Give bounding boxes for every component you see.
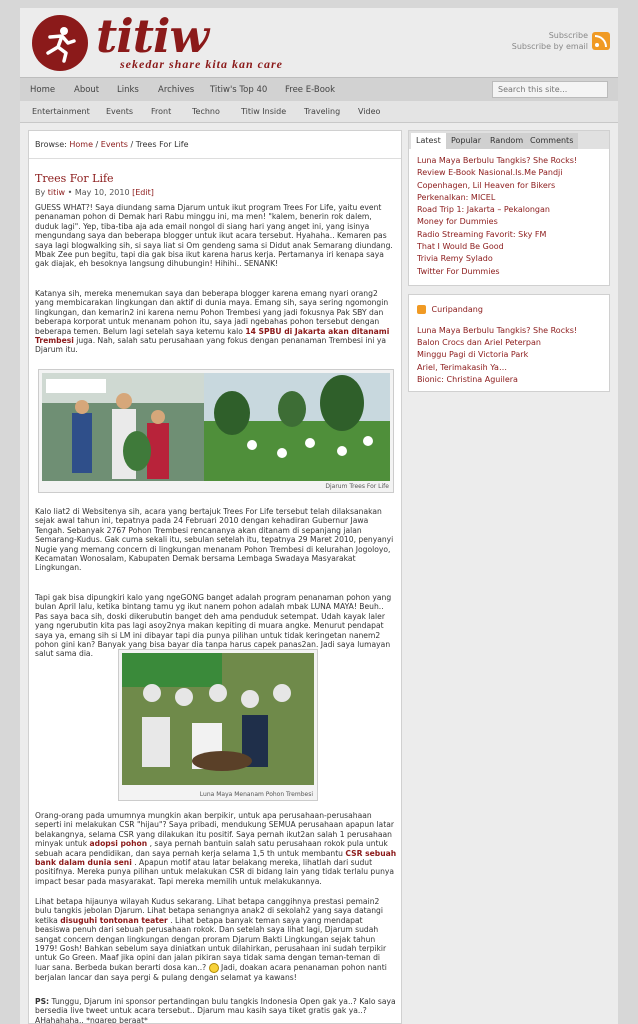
photo-trees-for-life bbox=[38, 369, 394, 493]
nav-free-ebook[interactable]: Free E-Book bbox=[285, 85, 336, 95]
meta-by: By bbox=[35, 188, 46, 197]
breadcrumb-home[interactable]: Home bbox=[69, 140, 93, 149]
post-edit-link[interactable]: [Edit] bbox=[132, 188, 154, 197]
cat-titiw-inside[interactable]: Titiw Inside bbox=[241, 107, 287, 116]
breadcrumb bbox=[29, 131, 402, 159]
photo-caption: Luna Maya Menanam Pohon Trembesi bbox=[199, 791, 313, 798]
feed-header bbox=[417, 305, 483, 314]
site-tagline: sekedar share kita kan care bbox=[120, 57, 283, 71]
post-paragraph-2 bbox=[35, 289, 397, 355]
nav-home[interactable]: Home bbox=[30, 85, 56, 95]
latest-item[interactable]: Copenhagen, Lil Heaven for Bikers bbox=[417, 180, 556, 190]
csr-bank-link[interactable]: CSR sebuah bank dalam dunia seni bbox=[35, 848, 397, 868]
subscribe-links bbox=[512, 30, 588, 52]
post-title[interactable]: Trees For Life bbox=[35, 172, 114, 185]
feed-item[interactable]: Minggu Pagi di Victoria Park bbox=[417, 350, 529, 360]
secondary-nav bbox=[20, 101, 618, 123]
breadcrumb-sep: / bbox=[130, 140, 134, 149]
subscribe-email-link[interactable]: Subscribe by email bbox=[511, 42, 588, 51]
post-paragraph-3: Kalo liat2 di Websitenya sih, acara yang bertajuk Trees For Life tersebut telah dilaksanakan sejak awal tahun ini, tepatnya pada 24 Februari 2010 dengan kehadiran Gubernur Jawa Tengah. Sebanyak 2767 Pohon Trembesi rencananya akan ditanam di sepanjang jalan Semarang-Kudus. Gak cuma sekali itu, sebulan setelah itu, tepatnya 29 Maret 2010, penyanyi Nugie yang memang concern di lingkungan menanam Pohon Trembesi di kelurahan Jogoloyo, Kecamatan Wonosalam, Kabupaten Demak bersama Lembaga Swadaya Masyarakat Lingkungan. bbox=[35, 507, 394, 573]
smiley-icon bbox=[209, 963, 219, 973]
site-brand[interactable]: titiw bbox=[96, 9, 209, 63]
p6-text-a: Lihat betapa hijaunya wilayah Kudus sekarang. Lihat betapa canggihnya prestasi pemain2 bulu tangkis jebolan Djarum. Lihat betapa senangnya anak2 di sekolah2 yang saya datangi ketika bbox=[35, 897, 383, 925]
latest-item[interactable]: Luna Maya Berbulu Tangkis? She Rocks! bbox=[417, 156, 578, 165]
p5-text-a: Orang-orang pada umumnya mungkin akan berpikir, untuk apa perusahaan-perusahaan seperti ini melakukan CSR "hijau"? Saya pribadi, mendukung SEMUA perusahaan apapun latar belakangnya, selama CSR yang dilakukan itu positif. Saya pernah ikut2an salah 1 perusahaan minyak untuk bbox=[35, 811, 394, 849]
cat-video[interactable]: Video bbox=[358, 107, 381, 116]
photo-luna-maya bbox=[118, 649, 318, 801]
photo-caption: Djarum Trees For Life bbox=[325, 483, 389, 490]
latest-item[interactable]: Road Trip 1: Jakarta – Pekalongan bbox=[417, 205, 550, 215]
ps-label: PS: bbox=[35, 997, 50, 1006]
cat-entertainment[interactable]: Entertainment bbox=[32, 107, 90, 116]
tab-random[interactable]: Random bbox=[485, 133, 528, 149]
post-paragraph-4: Tapi gak bisa dipungkiri kalo yang ngeGONG banget adalah program penanaman pohon yang bulan April lalu, ketika bintang tamu yg ikut nanem pohon adalah mbak LUNA MAYA! Beuh.. Pas saya baca sih, doski dikerubutin banget deh ama penduduk setempat. Udah kayak laler yang ngerubutin kita pas lagi asoy2nya makan kepiting di muara angke. Menurut pendapat saya ya, emang sih si LM ini dibayar tapi dia punya pilihan untuk tidak keringetan nanem2 pohon gini kan? Banyak yang bisa bayar dia tanpa harus capek panas2an. Jadi saya lumayan salut sama dia. bbox=[35, 593, 392, 659]
feed-item[interactable]: Balon Crocs dan Ariel Peterpan bbox=[417, 338, 541, 348]
post-content bbox=[28, 130, 402, 1024]
post-paragraph-1: GUESS WHAT?! Saya diundang sama Djarum untuk ikut program Trees For Life, yaitu event penanaman pohon di Demak hari Rabu minggu ini, ma men! "kalem, benerin rok dalem, duduk lagi". Yep, tiba-tiba aja ada email nongol di siang hari yang anget ini, yang isinya mengundang saya dan beberapa blogger untuk ikut acara tersebut. Hyahaha.. Kemaren pas saya lagi blogwalking sih, si saya liat si Om gendeng sama si Didut anak Semarang diundang. Mbak Zee pun begitu, tapi dia gak bisa ikut karena harus kerja. Pertamanya iri kenapa saya gak diajak, eh besoknya langsung dihubungin! Hihihi.. SENANK! bbox=[35, 203, 393, 269]
spbu-link[interactable]: 14 SPBU di Jakarta akan ditanami Trembesi bbox=[35, 326, 390, 346]
search-input[interactable] bbox=[492, 81, 608, 98]
feed-item[interactable]: Ariel, Terimakasih Ya… bbox=[417, 362, 507, 372]
tab-popular[interactable]: Popular bbox=[446, 133, 486, 149]
tab-comments[interactable]: Comments bbox=[525, 133, 578, 149]
breadcrumb-events[interactable]: Events bbox=[100, 140, 128, 149]
tab-latest[interactable]: Latest bbox=[411, 133, 446, 149]
latest-item[interactable]: Review E-Book Nasional.Is.Me Pandji bbox=[417, 168, 563, 178]
latest-item[interactable]: Twitter For Dummies bbox=[417, 266, 500, 276]
feed-item[interactable]: Luna Maya Berbulu Tangkis? She Rocks! bbox=[417, 326, 578, 335]
cat-events[interactable]: Events bbox=[106, 107, 134, 116]
teater-link[interactable]: disuguhi tontonan teater bbox=[60, 915, 168, 925]
ps-text: Tunggu, Djarum ini sponsor pertandingan bulu tangkis Indonesia Open gak ya..? Kalo saya bersedia live tweet untuk acara tersebut.. Djarum mau kasih saya tiket gratis gak ya..? AHahahaha.. *ngarep beraat* bbox=[35, 997, 396, 1024]
feed-item[interactable]: Bionic: Christina Aguilera bbox=[417, 374, 518, 384]
logo-runner-icon[interactable] bbox=[32, 15, 88, 71]
p6-text-c: Jadi, doakan acara penanaman pohon nanti berjalan lancar dan saya pergi & pulang dengan selamat ya kawans! bbox=[35, 962, 387, 982]
adopsi-pohon-link[interactable]: adopsi pohon bbox=[89, 839, 148, 849]
feed-widget bbox=[408, 294, 610, 392]
nav-links[interactable]: Links bbox=[117, 85, 139, 95]
nav-about[interactable]: About bbox=[74, 85, 100, 95]
post-meta bbox=[35, 188, 154, 197]
cat-techno[interactable]: Techno bbox=[192, 107, 220, 116]
breadcrumb-sep: / bbox=[95, 140, 99, 149]
feed-title[interactable]: Curipandang bbox=[431, 305, 483, 314]
post-paragraph-5 bbox=[35, 811, 397, 886]
sidebar-tabs-widget bbox=[408, 130, 610, 286]
latest-item[interactable]: Radio Streaming Favorit: Sky FM bbox=[417, 229, 547, 239]
post-date: • May 10, 2010 bbox=[67, 188, 130, 197]
p6-text-b: . Lihat betapa banyak teman saya yang mendapat beasiswa penuh dari sebuah perusahaan rokok. Dan setelah saya lihat lagi, Djarum sudah sangat concern dengan lingkungan dengan proram Djarum Bakti Lingkungan sejak tahun 1979! Gosh! Bahkan sebelum saya diniatkan untuk dilahirkan, perusahaan ini sudah terpikir untuk Go Green. Maaf jika opini dan jalan pikiran saya tidak sama dengan teman-teman di luar sana. Berbeda bukan berarti dosa kan..? bbox=[35, 915, 387, 972]
post-paragraph-6 bbox=[35, 897, 397, 982]
rss-icon[interactable] bbox=[592, 32, 610, 50]
page-wrapper bbox=[20, 8, 618, 1024]
feed-list bbox=[417, 325, 577, 386]
feed-rss-icon[interactable] bbox=[417, 305, 426, 314]
latest-item[interactable]: That I Would Be Good bbox=[417, 242, 504, 252]
cat-traveling[interactable]: Traveling bbox=[304, 107, 341, 116]
latest-item[interactable]: Money for Dummies bbox=[417, 217, 498, 227]
cat-front[interactable]: Front bbox=[151, 107, 172, 116]
breadcrumb-prefix: Browse: bbox=[35, 140, 67, 149]
p5-text-c: . Apapun motif atau latar belakang mereka, lihatlah dari sudut positifnya. Mereka punya pilihan untuk melakukan CSR di bidang lain yang tidak terlalu punya impact besar pada masyarakat. Tapi mereka memilih untuk melakukannya. bbox=[35, 858, 395, 886]
breadcrumb-current: Trees For Life bbox=[135, 140, 189, 149]
latest-list bbox=[417, 155, 577, 278]
site-header bbox=[20, 8, 618, 77]
sidebar-tab-bar bbox=[409, 131, 609, 149]
p5-text-b: , saya pernah bantuin salah satu perusahaan rokok pula untuk sebuah acara pendidikan, dan saya pernah kerja selama 1,5 th untuk membantu bbox=[35, 839, 388, 858]
post-author[interactable]: titiw bbox=[47, 188, 66, 197]
latest-item[interactable]: Perkenalkan: MICEL bbox=[417, 192, 496, 202]
latest-item[interactable]: Trivia Remy Sylado bbox=[417, 254, 493, 264]
p2-text-b: juga. Nah, salah satu perusahaan yang fokus dengan penanaman Trembesi ini ya Djarum itu. bbox=[35, 336, 386, 355]
subscribe-link[interactable]: Subscribe bbox=[548, 31, 588, 40]
nav-archives[interactable]: Archives bbox=[158, 85, 195, 95]
p2-text-a: Katanya sih, mereka menemukan saya dan beberapa blogger karena emang nyari orang2 yang membicarakan lingkungan dan aktif di dunia maya. Emang sih, saya sering ngomongin lingkungan, dan kemarin2 ini karena nemu Pohon Trembesi yang jadi fokusnya Pak SBY dan beberapa korporat untuk menanam pohon itu, saya jadi ngebahas pohon tersebut dengan beberapa temen. Belum lagi setelah saya ketemu kalo bbox=[35, 289, 389, 336]
nav-top-40[interactable]: Titiw's Top 40 bbox=[210, 85, 268, 95]
primary-nav bbox=[20, 77, 618, 101]
post-ps bbox=[35, 997, 397, 1024]
